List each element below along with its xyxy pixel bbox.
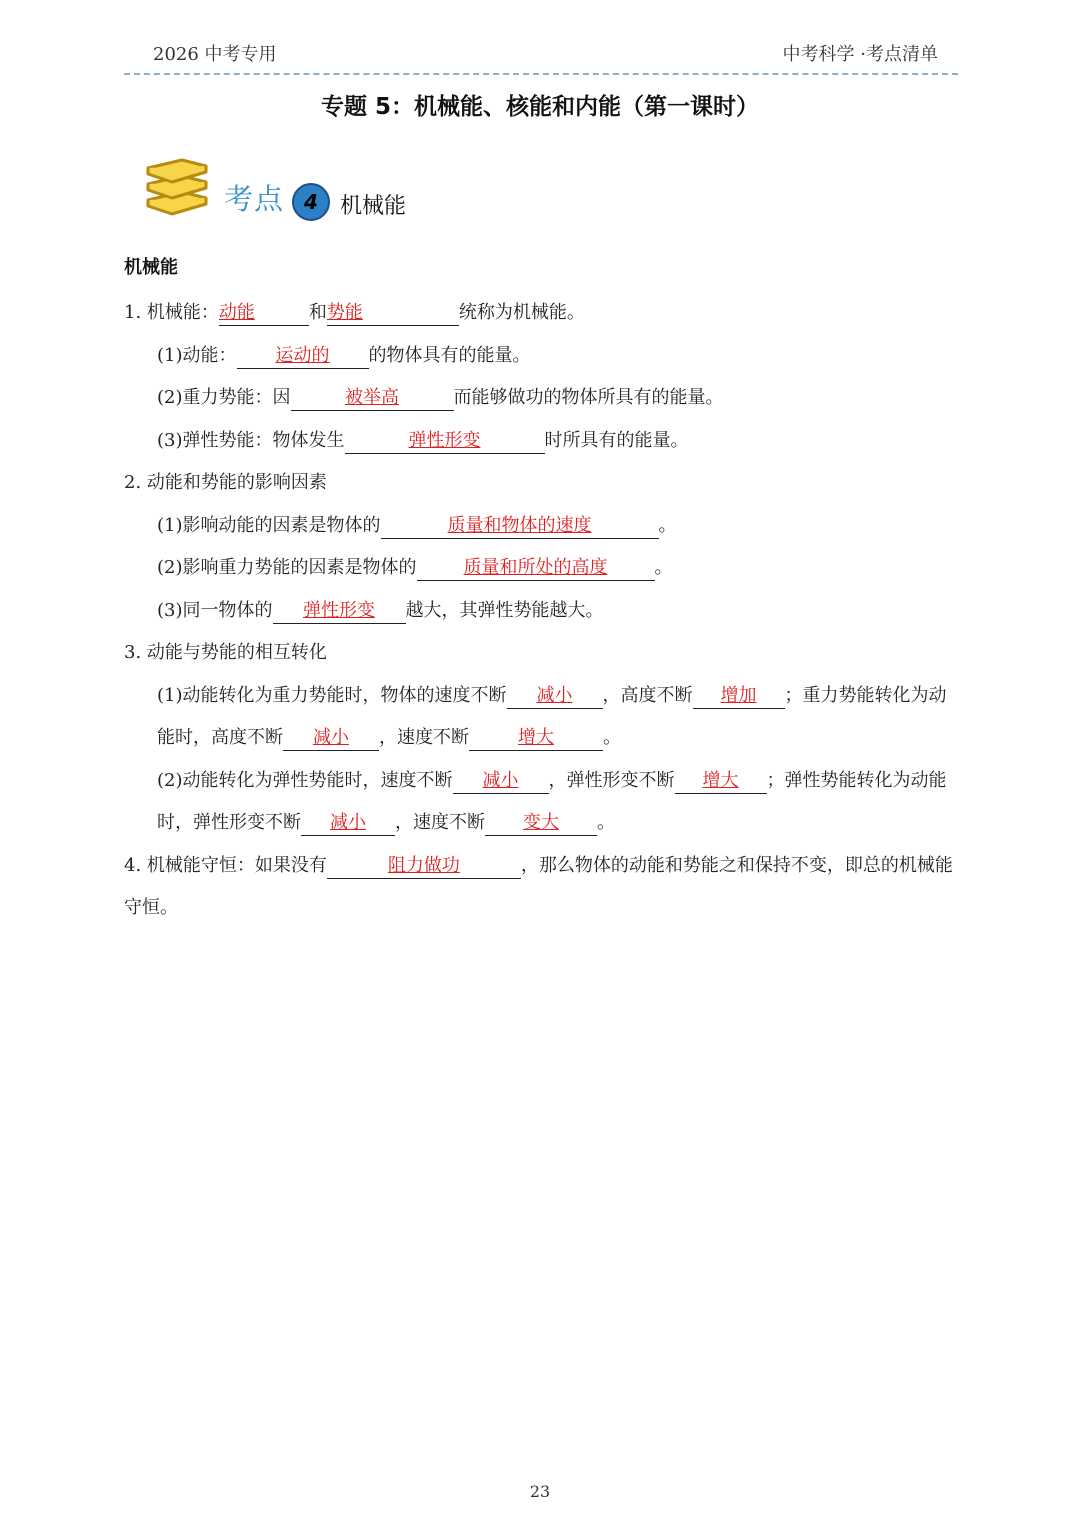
header-divider bbox=[124, 73, 958, 75]
item-text: 越大，其弹性势能越大。 bbox=[405, 599, 604, 621]
topic-banner bbox=[142, 152, 442, 224]
item-2-heading: 2. 动能和势能的影响因素 bbox=[124, 472, 327, 493]
item-text: ，速度不断 bbox=[395, 812, 485, 833]
answer-blank bbox=[417, 556, 655, 581]
item-text: 时所具有的能量。 bbox=[544, 429, 689, 451]
item-3-2 bbox=[124, 760, 958, 845]
item-1-3 bbox=[124, 420, 958, 463]
answer-text: 增加 bbox=[720, 684, 757, 706]
item-1-prefix: 1. 机械能： bbox=[124, 302, 219, 323]
answer-text: 弹性形变 bbox=[303, 599, 375, 621]
answer-text: 变大 bbox=[523, 812, 559, 833]
topic-number-badge: 4 bbox=[292, 183, 330, 221]
answer-blank bbox=[283, 726, 379, 751]
item-text: (1)动能转化为重力势能时，物体的速度不断 bbox=[157, 684, 507, 706]
item-text: ，那么物体的动能和势能之和保持不变，即总的机械能守恒。 bbox=[124, 854, 953, 918]
answer-blank bbox=[675, 769, 767, 794]
item-text: (3)同一物体的 bbox=[157, 599, 273, 621]
answer-blank bbox=[273, 599, 406, 624]
item-text: ；弹性势能转化为动能时，弹性形变不断 bbox=[157, 769, 947, 833]
item-text: ，速度不断 bbox=[379, 727, 469, 748]
answer-text: 减小 bbox=[330, 812, 366, 833]
header-right-text: 中考科学 ·考点清单 bbox=[782, 44, 938, 65]
answer-text: 运动的 bbox=[275, 344, 330, 366]
answer-text: 质量和所处的高度 bbox=[463, 557, 608, 578]
item-2-2 bbox=[124, 547, 958, 590]
books-icon bbox=[142, 152, 212, 216]
header-left-text: 2026 中考专用 bbox=[153, 44, 277, 65]
item-text: 。 bbox=[603, 727, 621, 748]
item-1-1 bbox=[124, 335, 958, 378]
answer-blank bbox=[327, 301, 459, 326]
answer-blank bbox=[291, 386, 454, 411]
answer-text: 被举高 bbox=[345, 387, 399, 408]
answer-blank bbox=[453, 769, 549, 794]
item-text: 4. 机械能守恒：如果没有 bbox=[124, 854, 327, 876]
item-text: (3)弹性势能：物体发生 bbox=[157, 429, 345, 451]
item-1 bbox=[124, 292, 958, 335]
answer-blank bbox=[219, 301, 309, 326]
answer-text: 增大 bbox=[518, 727, 554, 748]
item-1-mid: 和 bbox=[308, 302, 327, 323]
answer-text: 势能 bbox=[326, 302, 363, 323]
answer-blank bbox=[693, 684, 785, 709]
item-2-1 bbox=[124, 505, 958, 548]
content-body bbox=[124, 292, 958, 930]
answer-text: 减小 bbox=[482, 769, 519, 791]
answer-blank bbox=[301, 811, 395, 836]
item-3-heading: 3. 动能与势能的相互转化 bbox=[124, 642, 327, 663]
topic-title: 机械能 bbox=[340, 194, 407, 219]
answer-blank bbox=[507, 684, 603, 709]
item-3-1 bbox=[124, 675, 958, 760]
item-text: (2)动能转化为弹性势能时，速度不断 bbox=[157, 769, 453, 791]
item-1-2 bbox=[124, 377, 958, 420]
answer-blank bbox=[327, 854, 521, 879]
section-heading: 机械能 bbox=[124, 257, 178, 278]
item-text: (2)重力势能：因 bbox=[157, 387, 291, 408]
item-text: 而能够做功的物体所具有的能量。 bbox=[453, 387, 724, 408]
item-text: 。 bbox=[658, 514, 677, 536]
item-text: (2)影响重力势能的因素是物体的 bbox=[157, 557, 417, 578]
answer-text: 阻力做功 bbox=[387, 854, 460, 876]
answer-blank bbox=[237, 344, 369, 369]
answer-blank bbox=[485, 811, 597, 836]
item-text: (1)影响动能的因素是物体的 bbox=[157, 514, 381, 536]
answer-text: 增大 bbox=[702, 769, 739, 791]
answer-text: 弹性形变 bbox=[408, 429, 481, 451]
answer-text: 减小 bbox=[313, 727, 349, 748]
answer-blank bbox=[469, 726, 603, 751]
answer-text: 减小 bbox=[536, 684, 573, 706]
item-text: (1)动能： bbox=[157, 344, 237, 366]
item-text: 。 bbox=[597, 812, 615, 833]
kaodian-label: 考点 bbox=[224, 182, 285, 216]
item-2-3 bbox=[124, 590, 958, 633]
item-text: ，高度不断 bbox=[602, 684, 693, 706]
page-number: 23 bbox=[529, 1482, 551, 1501]
item-text: 的物体具有的能量。 bbox=[368, 344, 531, 366]
item-4 bbox=[124, 845, 958, 930]
answer-blank bbox=[345, 429, 545, 454]
item-text: ；重力势能转化为动能时，高度不断 bbox=[157, 684, 947, 748]
item-text: ，弹性形变不断 bbox=[548, 769, 675, 791]
item-text: 。 bbox=[654, 557, 673, 578]
answer-text: 质量和物体的速度 bbox=[447, 514, 592, 536]
answer-text: 动能 bbox=[218, 302, 255, 323]
item-1-suffix: 统称为机械能。 bbox=[458, 302, 585, 323]
answer-blank bbox=[381, 514, 659, 539]
page-title: 专题 5：机械能、核能和内能（第一课时） bbox=[320, 94, 759, 120]
